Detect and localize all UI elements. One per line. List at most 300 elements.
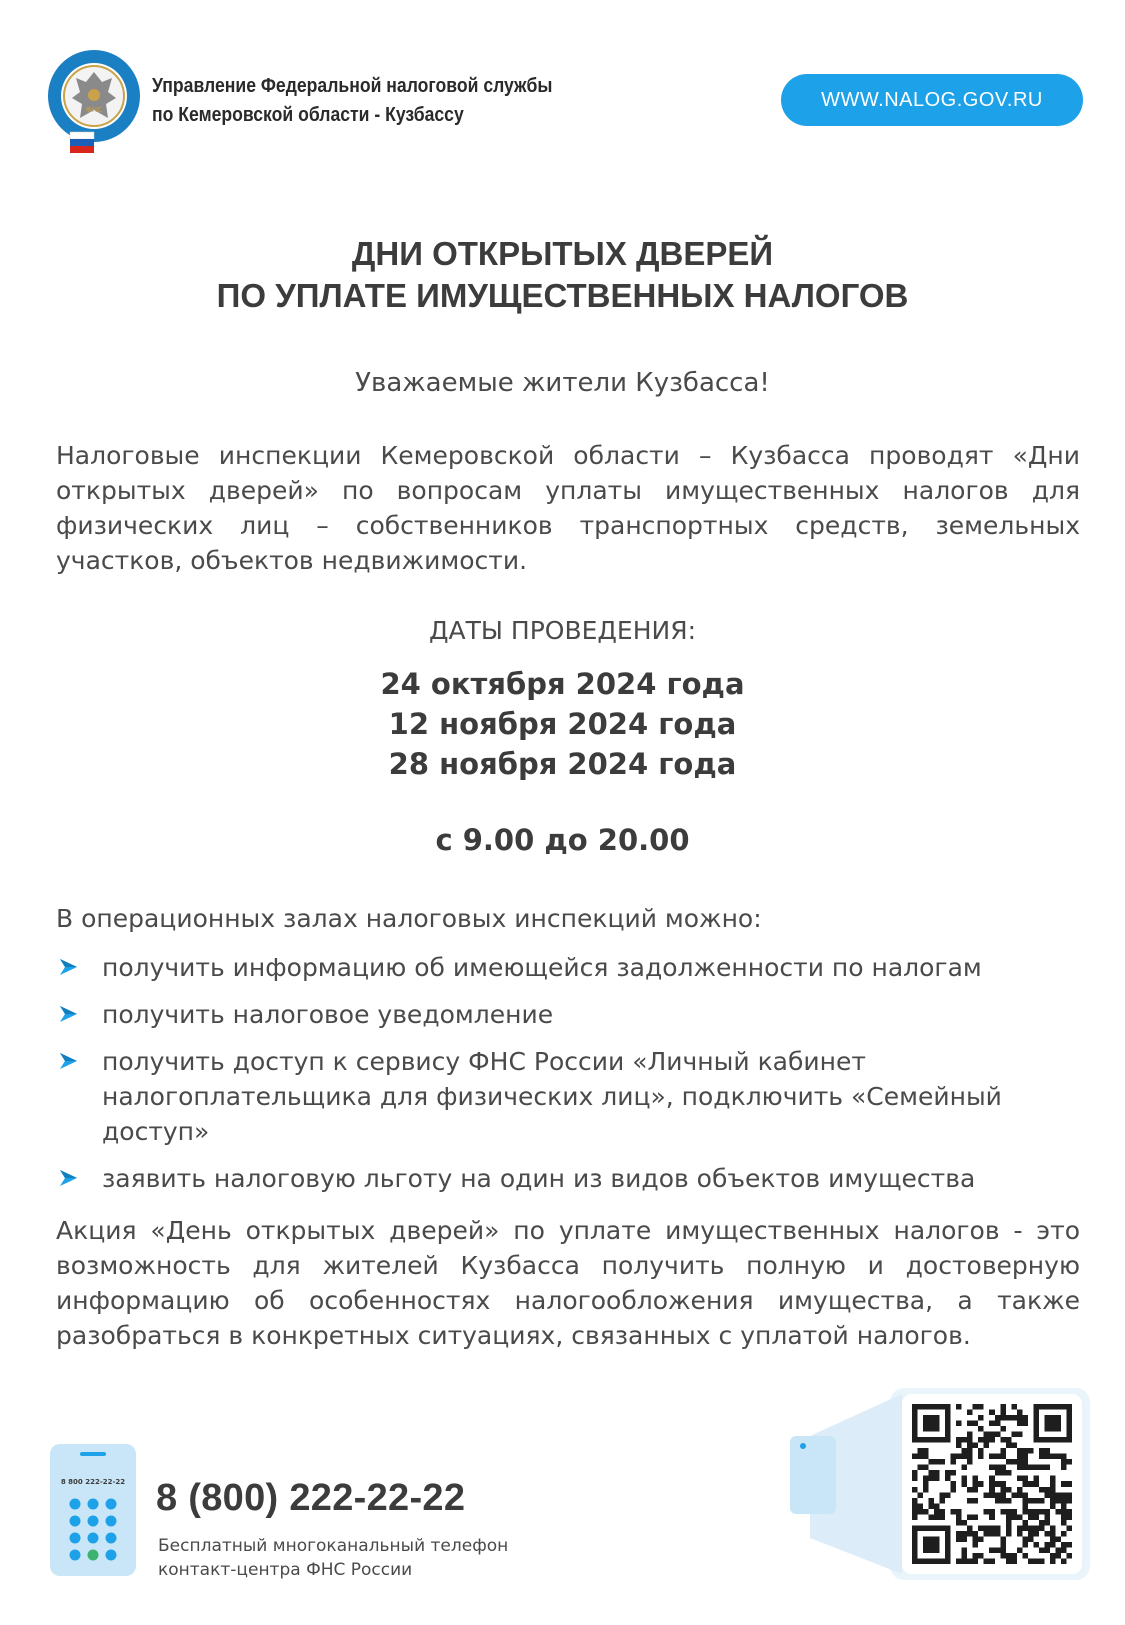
website-link[interactable]: WWW.NALOG.GOV.RU (781, 74, 1083, 126)
qr-module (989, 1509, 995, 1515)
qr-module (1017, 1492, 1023, 1498)
qr-module (912, 1476, 918, 1482)
qr-module (995, 1432, 1001, 1438)
qr-module (1050, 1487, 1056, 1493)
qr-module (1022, 1520, 1028, 1526)
qr-module (923, 1547, 929, 1553)
qr-module (912, 1536, 918, 1542)
qr-module (978, 1454, 984, 1460)
qr-module (934, 1476, 940, 1482)
qr-module (956, 1531, 962, 1537)
qr-module (912, 1487, 918, 1493)
qr-module (1011, 1443, 1017, 1449)
dates-label: ДАТЫ ПРОВЕДЕНИЯ: (428, 616, 697, 645)
qr-module (995, 1465, 1001, 1471)
qr-module (989, 1547, 995, 1553)
qr-module (923, 1421, 929, 1427)
qr-module (929, 1470, 935, 1476)
qr-module (929, 1547, 935, 1553)
qr-module (1011, 1459, 1017, 1465)
date-item: 28 ноября 2024 года (388, 747, 737, 781)
qr-module (1066, 1415, 1072, 1421)
qr-module (995, 1492, 1001, 1498)
qr-module (934, 1426, 940, 1432)
services-list (56, 950, 1086, 1208)
qr-module (934, 1558, 940, 1564)
qr-module (1061, 1404, 1067, 1410)
qr-module (1028, 1525, 1034, 1531)
qr-module (918, 1404, 924, 1410)
qr-module (973, 1553, 979, 1559)
qr-module (1022, 1481, 1028, 1487)
intro-paragraph: Налоговые инспекции Кемеровской области – Кузбасса проводят «Дни открытых дверей» по вопросам уплаты имущественных налогов для физических лиц – собственников транспортных средств, земельных участков, объектов недвижимости. (56, 441, 1080, 575)
qr-module (984, 1492, 990, 1498)
qr-module (967, 1531, 973, 1537)
qr-module (945, 1437, 951, 1443)
qr-module (1066, 1410, 1072, 1416)
qr-module (1017, 1448, 1023, 1454)
qr-module (1066, 1404, 1072, 1410)
qr-module (912, 1432, 918, 1438)
qr-module (1017, 1547, 1023, 1553)
qr-module (940, 1404, 946, 1410)
qr-module (962, 1454, 968, 1460)
qr-module (945, 1421, 951, 1427)
qr-module (1022, 1525, 1028, 1531)
qr-module (1061, 1465, 1067, 1471)
qr-module (945, 1553, 951, 1559)
qr-module (945, 1536, 951, 1542)
qr-module (934, 1421, 940, 1427)
qr-module (978, 1536, 984, 1542)
dates-list (0, 664, 1125, 784)
qr-module (1000, 1547, 1006, 1553)
qr-module (978, 1426, 984, 1432)
qr-module (945, 1531, 951, 1537)
qr-module (951, 1509, 957, 1515)
hotline-description-line1: Бесплатный многоканальный телефон (158, 1536, 509, 1556)
qr-module (995, 1498, 1001, 1504)
qr-module (923, 1558, 929, 1564)
qr-module (1061, 1542, 1067, 1548)
qr-module (1000, 1415, 1006, 1421)
qr-module (1044, 1421, 1050, 1427)
qr-module (989, 1432, 995, 1438)
qr-module (1044, 1448, 1050, 1454)
qr-module (1017, 1459, 1023, 1465)
qr-module (918, 1465, 924, 1471)
qr-module (929, 1415, 935, 1421)
qr-module (989, 1421, 995, 1427)
qr-module (1022, 1553, 1028, 1559)
qr-module (967, 1448, 973, 1454)
qr-module (1022, 1492, 1028, 1498)
qr-module (923, 1465, 929, 1471)
qr-module (967, 1454, 973, 1460)
qr-module (912, 1514, 918, 1520)
qr-module (973, 1421, 979, 1427)
qr-module (989, 1525, 995, 1531)
qr-module (945, 1547, 951, 1553)
qr-module (967, 1558, 973, 1564)
qr-module (1044, 1514, 1050, 1520)
qr-module (1000, 1454, 1006, 1460)
qr-module (1061, 1492, 1067, 1498)
qr-module (1017, 1432, 1023, 1438)
qr-module (934, 1514, 940, 1520)
qr-module (940, 1459, 946, 1465)
qr-module (1061, 1498, 1067, 1504)
qr-module (1050, 1481, 1056, 1487)
qr-module (934, 1415, 940, 1421)
qr-module (1061, 1509, 1067, 1515)
qr-module (989, 1410, 995, 1416)
qr-module (1006, 1459, 1012, 1465)
qr-module (940, 1498, 946, 1504)
qr-module (1006, 1514, 1012, 1520)
qr-module (995, 1531, 1001, 1537)
qr-module (1022, 1542, 1028, 1548)
qr-module (1044, 1520, 1050, 1526)
qr-module (1050, 1558, 1056, 1564)
phone-icon (50, 1444, 136, 1576)
qr-module (1044, 1542, 1050, 1548)
qr-module (918, 1558, 924, 1564)
qr-module (1000, 1426, 1006, 1432)
qr-module (912, 1421, 918, 1427)
qr-module (1044, 1454, 1050, 1460)
qr-module (940, 1558, 946, 1564)
qr-module (962, 1520, 968, 1526)
qr-module (1061, 1503, 1067, 1509)
qr-module (912, 1426, 918, 1432)
qr-module (1055, 1547, 1061, 1553)
qr-module (929, 1476, 935, 1482)
qr-module (984, 1525, 990, 1531)
qr-module (945, 1558, 951, 1564)
qr-module (1022, 1509, 1028, 1515)
qr-module (1061, 1514, 1067, 1520)
qr-module (995, 1481, 1001, 1487)
qr-code[interactable] (902, 1394, 1082, 1574)
org-name-line2: по Кемеровской области - Кузбассу (152, 104, 464, 126)
qr-module (1066, 1459, 1072, 1465)
qr-module (962, 1437, 968, 1443)
svg-text:ФНС: ФНС (85, 106, 103, 114)
date-item: 12 ноября 2024 года (388, 707, 737, 741)
qr-module (1066, 1426, 1072, 1432)
qr-module (1006, 1487, 1012, 1493)
qr-module (1000, 1509, 1006, 1515)
qr-module (945, 1404, 951, 1410)
qr-module (1022, 1465, 1028, 1471)
qr-module (1050, 1492, 1056, 1498)
qr-module (978, 1553, 984, 1559)
qr-module (1033, 1410, 1039, 1416)
qr-module (1039, 1498, 1045, 1504)
qr-module (967, 1432, 973, 1438)
qr-module (1044, 1465, 1050, 1471)
qr-module (989, 1531, 995, 1537)
qr-module (962, 1481, 968, 1487)
qr-module (945, 1476, 951, 1482)
qr-module (918, 1454, 924, 1460)
qr-module (1050, 1476, 1056, 1482)
qr-module (1000, 1470, 1006, 1476)
qr-module (1061, 1547, 1067, 1553)
qr-module (984, 1443, 990, 1449)
qr-module (951, 1481, 957, 1487)
qr-module (1011, 1404, 1017, 1410)
qr-module (973, 1558, 979, 1564)
qr-module (929, 1514, 935, 1520)
qr-module (945, 1415, 951, 1421)
qr-module (934, 1536, 940, 1542)
qr-module (912, 1553, 918, 1559)
qr-module (1050, 1426, 1056, 1432)
qr-module (1050, 1498, 1056, 1504)
qr-module (1011, 1432, 1017, 1438)
qr-module (923, 1415, 929, 1421)
qr-module (1044, 1404, 1050, 1410)
qr-module (923, 1437, 929, 1443)
qr-module (1006, 1509, 1012, 1515)
qr-module (984, 1531, 990, 1537)
qr-module (989, 1492, 995, 1498)
qr-module (1044, 1437, 1050, 1443)
title-line2: ПО УПЛАТЕ ИМУЩЕСТВЕННЫХ НАЛОГОВ (216, 277, 909, 314)
qr-module (1033, 1531, 1039, 1537)
qr-module (1000, 1481, 1006, 1487)
qr-module (1017, 1514, 1023, 1520)
qr-module (918, 1503, 924, 1509)
qr-module (923, 1525, 929, 1531)
qr-module (995, 1547, 1001, 1553)
qr-module (967, 1498, 973, 1504)
qr-module (923, 1476, 929, 1482)
qr-module (1011, 1415, 1017, 1421)
qr-module (1028, 1514, 1034, 1520)
working-hours: с 9.00 до 20.00 (435, 823, 690, 857)
qr-module (945, 1525, 951, 1531)
qr-module (934, 1437, 940, 1443)
qr-module (1050, 1503, 1056, 1509)
qr-module (1050, 1542, 1056, 1548)
qr-module (978, 1404, 984, 1410)
qr-module (1022, 1536, 1028, 1542)
qr-module (1055, 1426, 1061, 1432)
qr-module (989, 1476, 995, 1482)
qr-module (918, 1509, 924, 1515)
qr-module (973, 1536, 979, 1542)
qr-module (1061, 1531, 1067, 1537)
qr-module (923, 1448, 929, 1454)
qr-module (923, 1509, 929, 1515)
qr-module (1000, 1487, 1006, 1493)
qr-module (1022, 1459, 1028, 1465)
qr-module (1039, 1487, 1045, 1493)
qr-module (1017, 1465, 1023, 1471)
qr-module (973, 1404, 979, 1410)
qr-module (1055, 1553, 1061, 1559)
list-item (56, 950, 1086, 985)
greeting: Уважаемые жители Кузбасса! (355, 368, 770, 398)
arrow-bullet-icon (58, 1169, 78, 1187)
qr-module (934, 1459, 940, 1465)
qr-module (1033, 1437, 1039, 1443)
qr-module (918, 1492, 924, 1498)
qr-module (1050, 1415, 1056, 1421)
qr-module (1033, 1542, 1039, 1548)
qr-module (973, 1514, 979, 1520)
qr-module (967, 1514, 973, 1520)
qr-module (1028, 1481, 1034, 1487)
hotline-description-line2: контакт-центра ФНС России (158, 1560, 413, 1580)
qr-module (1006, 1520, 1012, 1526)
qr-module (956, 1443, 962, 1449)
qr-module (1066, 1432, 1072, 1438)
qr-module (912, 1503, 918, 1509)
qr-module (934, 1547, 940, 1553)
qr-module (967, 1487, 973, 1493)
qr-module (956, 1404, 962, 1410)
qr-module (951, 1487, 957, 1493)
qr-module (1017, 1415, 1023, 1421)
qr-module (923, 1426, 929, 1432)
qr-module (1044, 1531, 1050, 1537)
qr-module (1028, 1531, 1034, 1537)
qr-module (934, 1503, 940, 1509)
qr-module (995, 1525, 1001, 1531)
qr-module (912, 1404, 918, 1410)
qr-module (912, 1415, 918, 1421)
qr-module (918, 1437, 924, 1443)
qr-module (1039, 1437, 1045, 1443)
qr-module (912, 1547, 918, 1553)
qr-module (912, 1454, 918, 1460)
qr-module (1017, 1476, 1023, 1482)
qr-module (934, 1470, 940, 1476)
qr-module (1017, 1454, 1023, 1460)
qr-module (1039, 1525, 1045, 1531)
qr-module (1033, 1476, 1039, 1482)
qr-module (962, 1547, 968, 1553)
qr-module (973, 1487, 979, 1493)
qr-module (912, 1542, 918, 1548)
qr-module (978, 1437, 984, 1443)
qr-module (1050, 1454, 1056, 1460)
qr-module (1061, 1437, 1067, 1443)
qr-module (1033, 1465, 1039, 1471)
list-item-text: получить налоговое уведомление (102, 1000, 554, 1029)
qr-module (923, 1404, 929, 1410)
qr-module (962, 1476, 968, 1482)
qr-module (912, 1509, 918, 1515)
qr-module (1044, 1547, 1050, 1553)
qr-module (1066, 1421, 1072, 1427)
list-item (56, 997, 1086, 1032)
list-item-text: получить информацию об имеющейся задолженности по налогам (102, 953, 982, 982)
qr-module (945, 1432, 951, 1438)
qr-module (1039, 1448, 1045, 1454)
qr-module (1044, 1492, 1050, 1498)
org-name-line1: Управление Федеральной налоговой службы (152, 75, 553, 97)
qr-module (989, 1514, 995, 1520)
qr-module (923, 1481, 929, 1487)
qr-module (1028, 1536, 1034, 1542)
qr-module (912, 1470, 918, 1476)
qr-module (929, 1421, 935, 1427)
qr-module (989, 1465, 995, 1471)
qr-module (1066, 1509, 1072, 1515)
qr-module (984, 1509, 990, 1515)
qr-module (1033, 1498, 1039, 1504)
qr-module (973, 1476, 979, 1482)
qr-module (1033, 1514, 1039, 1520)
qr-module (1061, 1459, 1067, 1465)
qr-module (1011, 1514, 1017, 1520)
qr-module (929, 1498, 935, 1504)
qr-module (1055, 1415, 1061, 1421)
qr-module (929, 1426, 935, 1432)
qr-module (984, 1432, 990, 1438)
qr-module (940, 1509, 946, 1515)
qr-module (929, 1459, 935, 1465)
qr-module (945, 1542, 951, 1548)
arrow-bullet-icon (58, 1052, 78, 1070)
qr-module (1028, 1558, 1034, 1564)
qr-module (956, 1454, 962, 1460)
qr-module (1039, 1465, 1045, 1471)
qr-module (918, 1525, 924, 1531)
qr-module (1028, 1448, 1034, 1454)
qr-module (1066, 1498, 1072, 1504)
qr-module (973, 1542, 979, 1548)
qr-module (1055, 1536, 1061, 1542)
qr-module (1061, 1454, 1067, 1460)
qr-module (973, 1481, 979, 1487)
qr-module (1055, 1498, 1061, 1504)
qr-module (934, 1509, 940, 1515)
qr-module (1000, 1542, 1006, 1548)
organization-name (152, 72, 552, 130)
qr-module (956, 1520, 962, 1526)
list-item-text: получить доступ к сервису ФНС России «Личный кабинет налогоплательщика для физических лиц», подключить «Семейный доступ» (102, 1047, 1002, 1146)
qr-module (962, 1558, 968, 1564)
list-item-text: заявить налоговую льготу на один из видов объектов имущества (102, 1164, 976, 1193)
qr-module (989, 1437, 995, 1443)
qr-module (1006, 1531, 1012, 1537)
qr-module (1050, 1525, 1056, 1531)
qr-module (1028, 1465, 1034, 1471)
hotline-phone-number[interactable]: 8 (800) 222-22-22 (156, 1477, 466, 1519)
qr-module (929, 1536, 935, 1542)
qr-module (1044, 1509, 1050, 1515)
qr-module (929, 1558, 935, 1564)
qr-module (1017, 1487, 1023, 1493)
qr-module (1066, 1553, 1072, 1559)
qr-module (1000, 1536, 1006, 1542)
qr-module (923, 1487, 929, 1493)
qr-module (989, 1558, 995, 1564)
qr-module (1028, 1509, 1034, 1515)
qr-module (1061, 1558, 1067, 1564)
qr-module (923, 1542, 929, 1548)
qr-module (1039, 1547, 1045, 1553)
qr-module (1066, 1492, 1072, 1498)
qr-module (929, 1437, 935, 1443)
page-title (0, 233, 1125, 317)
